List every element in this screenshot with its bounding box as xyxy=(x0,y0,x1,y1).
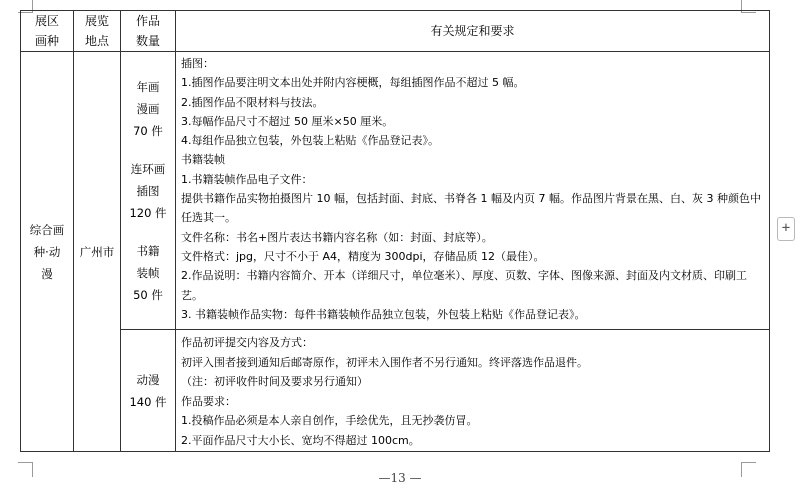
count-label: 年画 xyxy=(136,79,160,94)
requirement-line: （注：初评收件时间及要求另行通知） xyxy=(181,375,368,389)
requirement-line: 书籍装帧 xyxy=(181,153,225,167)
requirement-line: 1.投稿作品必须是本人亲自创作，手绘优先，且无抄袭仿冒。 xyxy=(181,414,478,428)
count-value: 140 件 xyxy=(129,394,167,409)
count-label: 漫画 xyxy=(136,101,160,116)
region-line-1: 综合画 xyxy=(29,222,65,237)
requirement-line: 2.平面作品尺寸大小长、宽均不得超过 100cm。 xyxy=(181,433,420,447)
requirement-line: 作品要求： xyxy=(181,394,236,408)
requirement-line: 4.每组作品独立包装，外包装上粘贴《作品登记表》。 xyxy=(181,134,439,148)
requirement-line: 插图： xyxy=(181,57,214,70)
requirement-line: 文件名称：书名+图片表达书籍内容名称（如：封面、封底等）。 xyxy=(181,230,493,244)
header-place-line-2: 地点 xyxy=(84,34,109,48)
count-value: 120 件 xyxy=(129,205,167,220)
requirement-line: 2.作品说明：书籍内容简介、开本（详细尺寸，单位毫米）、厚度、页数、字体、图像来源、封面及内文材质、印刷工艺。 xyxy=(181,269,747,302)
count-label: 动漫 xyxy=(136,372,160,387)
requirement-line: 2.插图作品不限材料与技法。 xyxy=(181,95,324,109)
table-header-row xyxy=(21,11,770,52)
count-group-lianhuanhua xyxy=(129,158,166,224)
region-line-3: 漫 xyxy=(41,266,53,281)
header-region-line-2: 画种 xyxy=(34,34,59,48)
region-cell xyxy=(21,52,74,452)
requirements-table xyxy=(20,10,770,452)
page-number: —13 — xyxy=(378,471,422,485)
table-row xyxy=(21,52,770,330)
header-requirements: 有关规定和要求 xyxy=(176,11,770,52)
header-region xyxy=(21,11,74,52)
region-line-2: 种·动 xyxy=(33,244,61,259)
requirement-line: 3.每幅作品尺寸不超过 50 厘米×50 厘米。 xyxy=(181,114,394,128)
count-label: 连环画 xyxy=(130,161,166,176)
header-region-line-1: 展区 xyxy=(34,14,59,28)
count-cell-animation xyxy=(121,330,176,452)
requirement-line: 3. 书籍装帧作品实物：每件书籍装帧作品独立包装，外包装上粘贴《作品登记表》。 xyxy=(181,307,586,321)
table-row xyxy=(21,330,770,452)
header-count xyxy=(121,11,176,52)
count-cell-main xyxy=(121,52,176,330)
requirement-line: 初评入围者接到通知后邮寄原作，初评未入围作者不另行通知。终评落选作品退件。 xyxy=(181,355,588,369)
header-place-line-1: 展览 xyxy=(84,14,109,28)
count-value: 70 件 xyxy=(133,123,163,138)
count-label: 装帧 xyxy=(136,265,160,280)
requirements-cell-animation xyxy=(176,330,770,452)
requirement-line: 提供书籍作品实物拍摄图片 10 幅，包括封面、封底、书脊各 1 幅及内页 7 幅。作品图片背景在黑、白、灰 3 种颜色中任选其一。 xyxy=(181,192,761,225)
header-count-line-1: 作品 xyxy=(135,14,160,28)
count-group-shuji xyxy=(133,240,163,306)
count-label: 书籍 xyxy=(136,243,160,258)
header-count-line-2: 数量 xyxy=(135,34,160,48)
count-group-nianhua xyxy=(133,76,163,142)
count-label: 插图 xyxy=(136,183,160,198)
requirement-line: 文件格式：jpg，尺寸不小于 A4，精度为 300dpi，存储品质 12（最佳）。 xyxy=(181,249,545,263)
requirement-line: 1.书籍装帧作品电子文件： xyxy=(181,172,313,186)
requirement-line: 1.插图作品要注明文本出处并附内容梗概，每组插图作品不超过 5 幅。 xyxy=(181,76,525,90)
header-place xyxy=(74,11,121,52)
requirements-cell-main xyxy=(176,52,770,330)
expand-button[interactable]: + xyxy=(777,217,795,241)
place-cell: 广州市 xyxy=(74,52,121,452)
requirement-line: 作品初评提交内容及方式： xyxy=(181,336,313,349)
count-value: 50 件 xyxy=(133,287,163,302)
